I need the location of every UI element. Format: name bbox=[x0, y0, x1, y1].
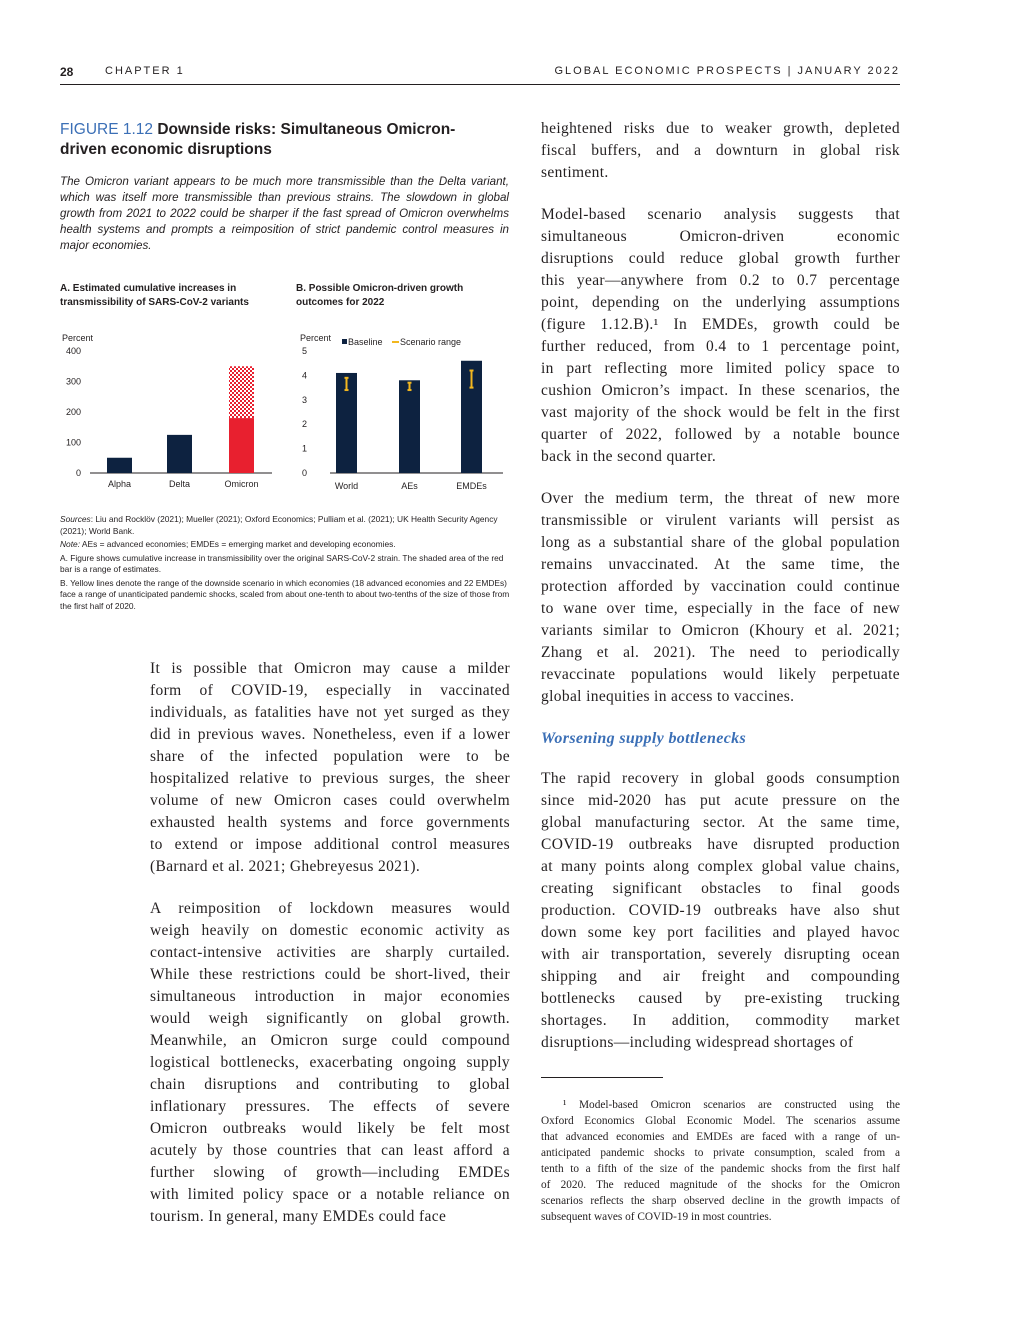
paragraph bbox=[541, 118, 900, 184]
paragraph bbox=[541, 768, 900, 1054]
note-label: Note: bbox=[60, 539, 81, 549]
text-line: Model-based scenario analysis suggests that bbox=[541, 206, 900, 223]
text-line: individuals, as fatalities have not yet surged as they bbox=[150, 704, 510, 721]
figure-caption: The Omicron variant appears to be much more transmissible than the Delta variant, which was itself more transmissible than previous strains. The slowdown in global growth from 2021 to 2022 could be sharper if the fast spread of Omicron overwhelms health systems and prompts a reimposition of strict pandemic control measures in major economies. bbox=[60, 175, 509, 252]
text-line: cushion Omicron’s impact. In these scenarios, the bbox=[541, 382, 900, 399]
sources-note bbox=[60, 514, 510, 537]
legend-label: Baseline bbox=[348, 337, 383, 347]
panel-b-title: B. Possible Omicron-driven growth outcomes for 2022 bbox=[296, 283, 464, 308]
text-line: acutely by those countries that can least afford a bbox=[150, 1142, 510, 1159]
bar-aes bbox=[399, 380, 420, 473]
text-line: remains unvaccinated. At the same time, the bbox=[541, 556, 900, 573]
text-line: variants similar to Omicron (Khoury et al. 2021; bbox=[541, 622, 900, 639]
text-line: While these restrictions could be short-lived, their bbox=[150, 966, 510, 983]
text-line: disruptions—including widespread shortages of bbox=[541, 1034, 854, 1051]
y-tick-label: 1 bbox=[301, 443, 307, 454]
text-line: creating significant obstacles to final goods bbox=[541, 880, 900, 897]
text-line: Oxford Economics Global Economic Model. The scenarios assume bbox=[541, 1115, 900, 1127]
text-line: revaccinate populations would likely perpetuate bbox=[541, 666, 900, 683]
paragraph bbox=[541, 204, 900, 468]
text-line: to wane over time, especially in the face of new bbox=[541, 600, 900, 617]
x-tick-label: Omicron bbox=[224, 479, 259, 489]
panel-a-note: A. Figure shows cumulative increase in transmissibility over the original SARS-CoV-2 strain. The shaded area of the red bar is a range of estimates. bbox=[60, 552, 504, 574]
text-line: did in previous waves. Nonetheless, even if a lower bbox=[150, 726, 510, 743]
right-column-text bbox=[541, 118, 900, 1074]
text-line: volume of new Omicron cases could overwhelm bbox=[150, 792, 510, 809]
text-line: COVID-19 outbreaks have disrupted production bbox=[541, 836, 900, 853]
text-line: logistical bottlenecks, exacerbating ongoing supply bbox=[150, 1054, 510, 1071]
legend-swatch-range bbox=[392, 341, 399, 343]
text-line: tenth to a fifth of the size of the pandemic shocks from the first half bbox=[541, 1163, 900, 1175]
text-line: transmissible or virulent variants will persist as bbox=[541, 512, 900, 529]
bar-omicron bbox=[229, 418, 254, 473]
paragraph bbox=[150, 658, 510, 878]
text-line: hospitalized relative to previous surges, the sheer bbox=[150, 770, 510, 787]
text-line: share of the infected population were to be bbox=[150, 748, 510, 765]
bar-alpha bbox=[107, 458, 132, 473]
text-line: further slowing of growth—including EMDEs bbox=[150, 1164, 510, 1181]
x-tick-label: World bbox=[334, 481, 359, 491]
text-line: shipping and air freight and compounding bbox=[541, 968, 900, 985]
text-line: disruptions could reduce global growth further bbox=[541, 250, 900, 267]
text-line: that advanced economies and EMDEs are faced with a range of un- bbox=[541, 1131, 900, 1143]
text-line: weigh heavily on domestic economic activity as bbox=[150, 922, 510, 939]
y-tick-label: 0 bbox=[75, 468, 81, 478]
text-line: scenarios reflects the sharp observed decline in the growth impacts of bbox=[541, 1195, 900, 1207]
text-line: would weigh significantly on global growth. bbox=[150, 1010, 510, 1027]
x-tick-label: EMDEs bbox=[456, 481, 487, 491]
figure-number: FIGURE 1.12 bbox=[60, 121, 154, 138]
panel-b-note: B. Yellow lines denote the range of the downside scenario in which economies (18 advanced economies and 22 EMDEs) face a range of unanticipated pandemic shocks, scaled from about one-tenth to about two-tenths of the size of those from the first half of 2020. bbox=[60, 577, 510, 611]
text-line: bottlenecks caused by pre-existing trucking bbox=[541, 990, 900, 1007]
y-tick-label: 4 bbox=[301, 370, 307, 381]
x-tick-label: Alpha bbox=[107, 479, 132, 489]
text-line: global inequities in access to vaccines. bbox=[541, 688, 795, 705]
text-line: simultaneous introduction in major economies bbox=[150, 988, 510, 1005]
y-tick-label: 200 bbox=[65, 407, 81, 417]
y-axis-label: Percent bbox=[62, 333, 94, 343]
paragraph bbox=[150, 898, 510, 1228]
text-line: subsequent waves of COVID-19 in most countries. bbox=[541, 1211, 772, 1223]
y-tick-label: 2 bbox=[301, 419, 307, 430]
chapter-label: CHAPTER 1 bbox=[105, 65, 185, 77]
text-line: production. COVID-19 outbreaks have also shut bbox=[541, 902, 900, 919]
legend-swatch-baseline bbox=[342, 339, 347, 344]
y-tick-label: 5 bbox=[301, 346, 307, 356]
x-tick-label: Delta bbox=[168, 479, 191, 489]
text-line: sentiment. bbox=[541, 164, 609, 181]
text-line: tourism. In general, many EMDEs could face bbox=[150, 1208, 447, 1225]
text-line: vast majority of the shock would be felt in the first bbox=[541, 404, 900, 421]
estimate-range-bar bbox=[229, 366, 254, 418]
text-line: simultaneous Omicron-driven economic bbox=[541, 228, 900, 245]
text-line: since mid-2020 has put acute pressure on the bbox=[541, 792, 900, 809]
x-tick-label: AEs bbox=[401, 481, 418, 491]
text-line: A reimposition of lockdown measures would bbox=[150, 900, 510, 917]
y-tick-label: 300 bbox=[65, 376, 81, 387]
text-line: Zhang et al. 2021). The need to periodically bbox=[541, 644, 900, 661]
text-line: Over the medium term, the threat of new more bbox=[541, 490, 900, 507]
text-line: in part reflecting more limited policy space to bbox=[541, 360, 900, 377]
text-line: Omicron outbreaks would likely be felt most bbox=[150, 1120, 510, 1137]
text-line: exhausted health systems and force governments bbox=[150, 814, 510, 831]
text-line: inflationary pressures. The effects of severe bbox=[150, 1098, 510, 1115]
text-line: global manufacturing sector. At the same time, bbox=[541, 814, 900, 831]
text-line: anticipated pandemic shocks to private consumption, scaled from a bbox=[541, 1147, 900, 1159]
text-line: this year—anywhere from 0.2 to 0.7 percentage bbox=[541, 272, 900, 289]
text-line: long as a substantial share of the global population bbox=[541, 534, 900, 551]
text-line: further reduced, from 0.4 to 1 percentage point, bbox=[541, 338, 900, 355]
legend-label: Scenario range bbox=[400, 337, 462, 347]
y-tick-label: 100 bbox=[65, 437, 81, 448]
text-line: form of COVID-19, especially in vaccinated bbox=[150, 682, 510, 699]
footnote-rule bbox=[541, 1077, 663, 1078]
y-tick-label: 0 bbox=[301, 468, 307, 478]
text-line: of 2020. The reduced magnitude of the shocks for the Omicron bbox=[541, 1179, 900, 1191]
y-tick-label: 400 bbox=[65, 346, 81, 356]
y-tick-label: 3 bbox=[301, 394, 307, 405]
panel-a-title: A. Estimated cumulative increases in transmissibility of SARS-CoV-2 variants bbox=[60, 283, 249, 308]
text-line: protection afforded by vaccination could continue bbox=[541, 578, 900, 595]
text-line: fiscal buffers, and a downturn in global risk bbox=[541, 142, 900, 159]
text-line: (figure 1.12.B).¹ In EMDEs, growth could be bbox=[541, 316, 900, 333]
paragraph bbox=[541, 1097, 900, 1225]
publication-title: GLOBAL ECONOMIC PROSPECTS | JANUARY 2022 bbox=[554, 65, 900, 77]
sources-label: Sources bbox=[60, 514, 91, 524]
text-line: back in the second quarter. bbox=[541, 448, 717, 465]
text-line: with limited policy space or a notable reliance on bbox=[150, 1186, 510, 1203]
paragraph bbox=[541, 488, 900, 708]
footnote bbox=[541, 1097, 900, 1225]
text-line: down some key port facilities and played havoc bbox=[541, 924, 900, 941]
abbrev-note bbox=[60, 539, 510, 551]
text-line: chain disruptions and contributing to global bbox=[150, 1076, 510, 1093]
figure-title-text: Downside risks: Simultaneous Omicron-driven economic disruptions bbox=[60, 121, 456, 158]
text-line: Meanwhile, an Omicron surge could compound bbox=[150, 1032, 510, 1049]
left-column-text bbox=[150, 658, 510, 1248]
text-line: to extend or impose additional control measures bbox=[150, 836, 510, 853]
bar-delta bbox=[167, 435, 192, 473]
y-axis-label: Percent bbox=[300, 333, 332, 343]
text-line: The rapid recovery in global goods consumption bbox=[541, 770, 900, 787]
text-line: ¹ Model-based Omicron scenarios are constructed using the bbox=[563, 1099, 900, 1111]
note-text: AEs = advanced economies; EMDEs = emerging market and developing economies. bbox=[80, 539, 396, 549]
figure-notes bbox=[60, 514, 510, 614]
text-line: It is possible that Omicron may cause a milder bbox=[150, 660, 510, 677]
section-subheading: Worsening supply bottlenecks bbox=[541, 730, 747, 747]
text-line: heightened risks due to weaker growth, depleted bbox=[541, 120, 900, 137]
text-line: at many points along complex global value chains, bbox=[541, 858, 900, 875]
text-line: quarter of 2022, followed by a notable bounce bbox=[541, 426, 900, 443]
sources-text: : Liu and Rocklöv (2021); Mueller (2021); Oxford Economics; Pulliam et al. (2021); UK Health Security Agency (2021); World Bank. bbox=[60, 514, 498, 536]
page-number: 28 bbox=[60, 65, 74, 79]
text-line: shortages. In addition, commodity market bbox=[541, 1012, 900, 1029]
text-line: contact-intensive activities are sharply curtailed. bbox=[150, 944, 510, 961]
text-line: with air transportation, severely disrupting ocean bbox=[541, 946, 900, 963]
text-line: (Barnard et al. 2021; Ghebreyesus 2021). bbox=[150, 858, 421, 875]
text-line: point, depending on the underlying assumptions bbox=[541, 294, 900, 311]
